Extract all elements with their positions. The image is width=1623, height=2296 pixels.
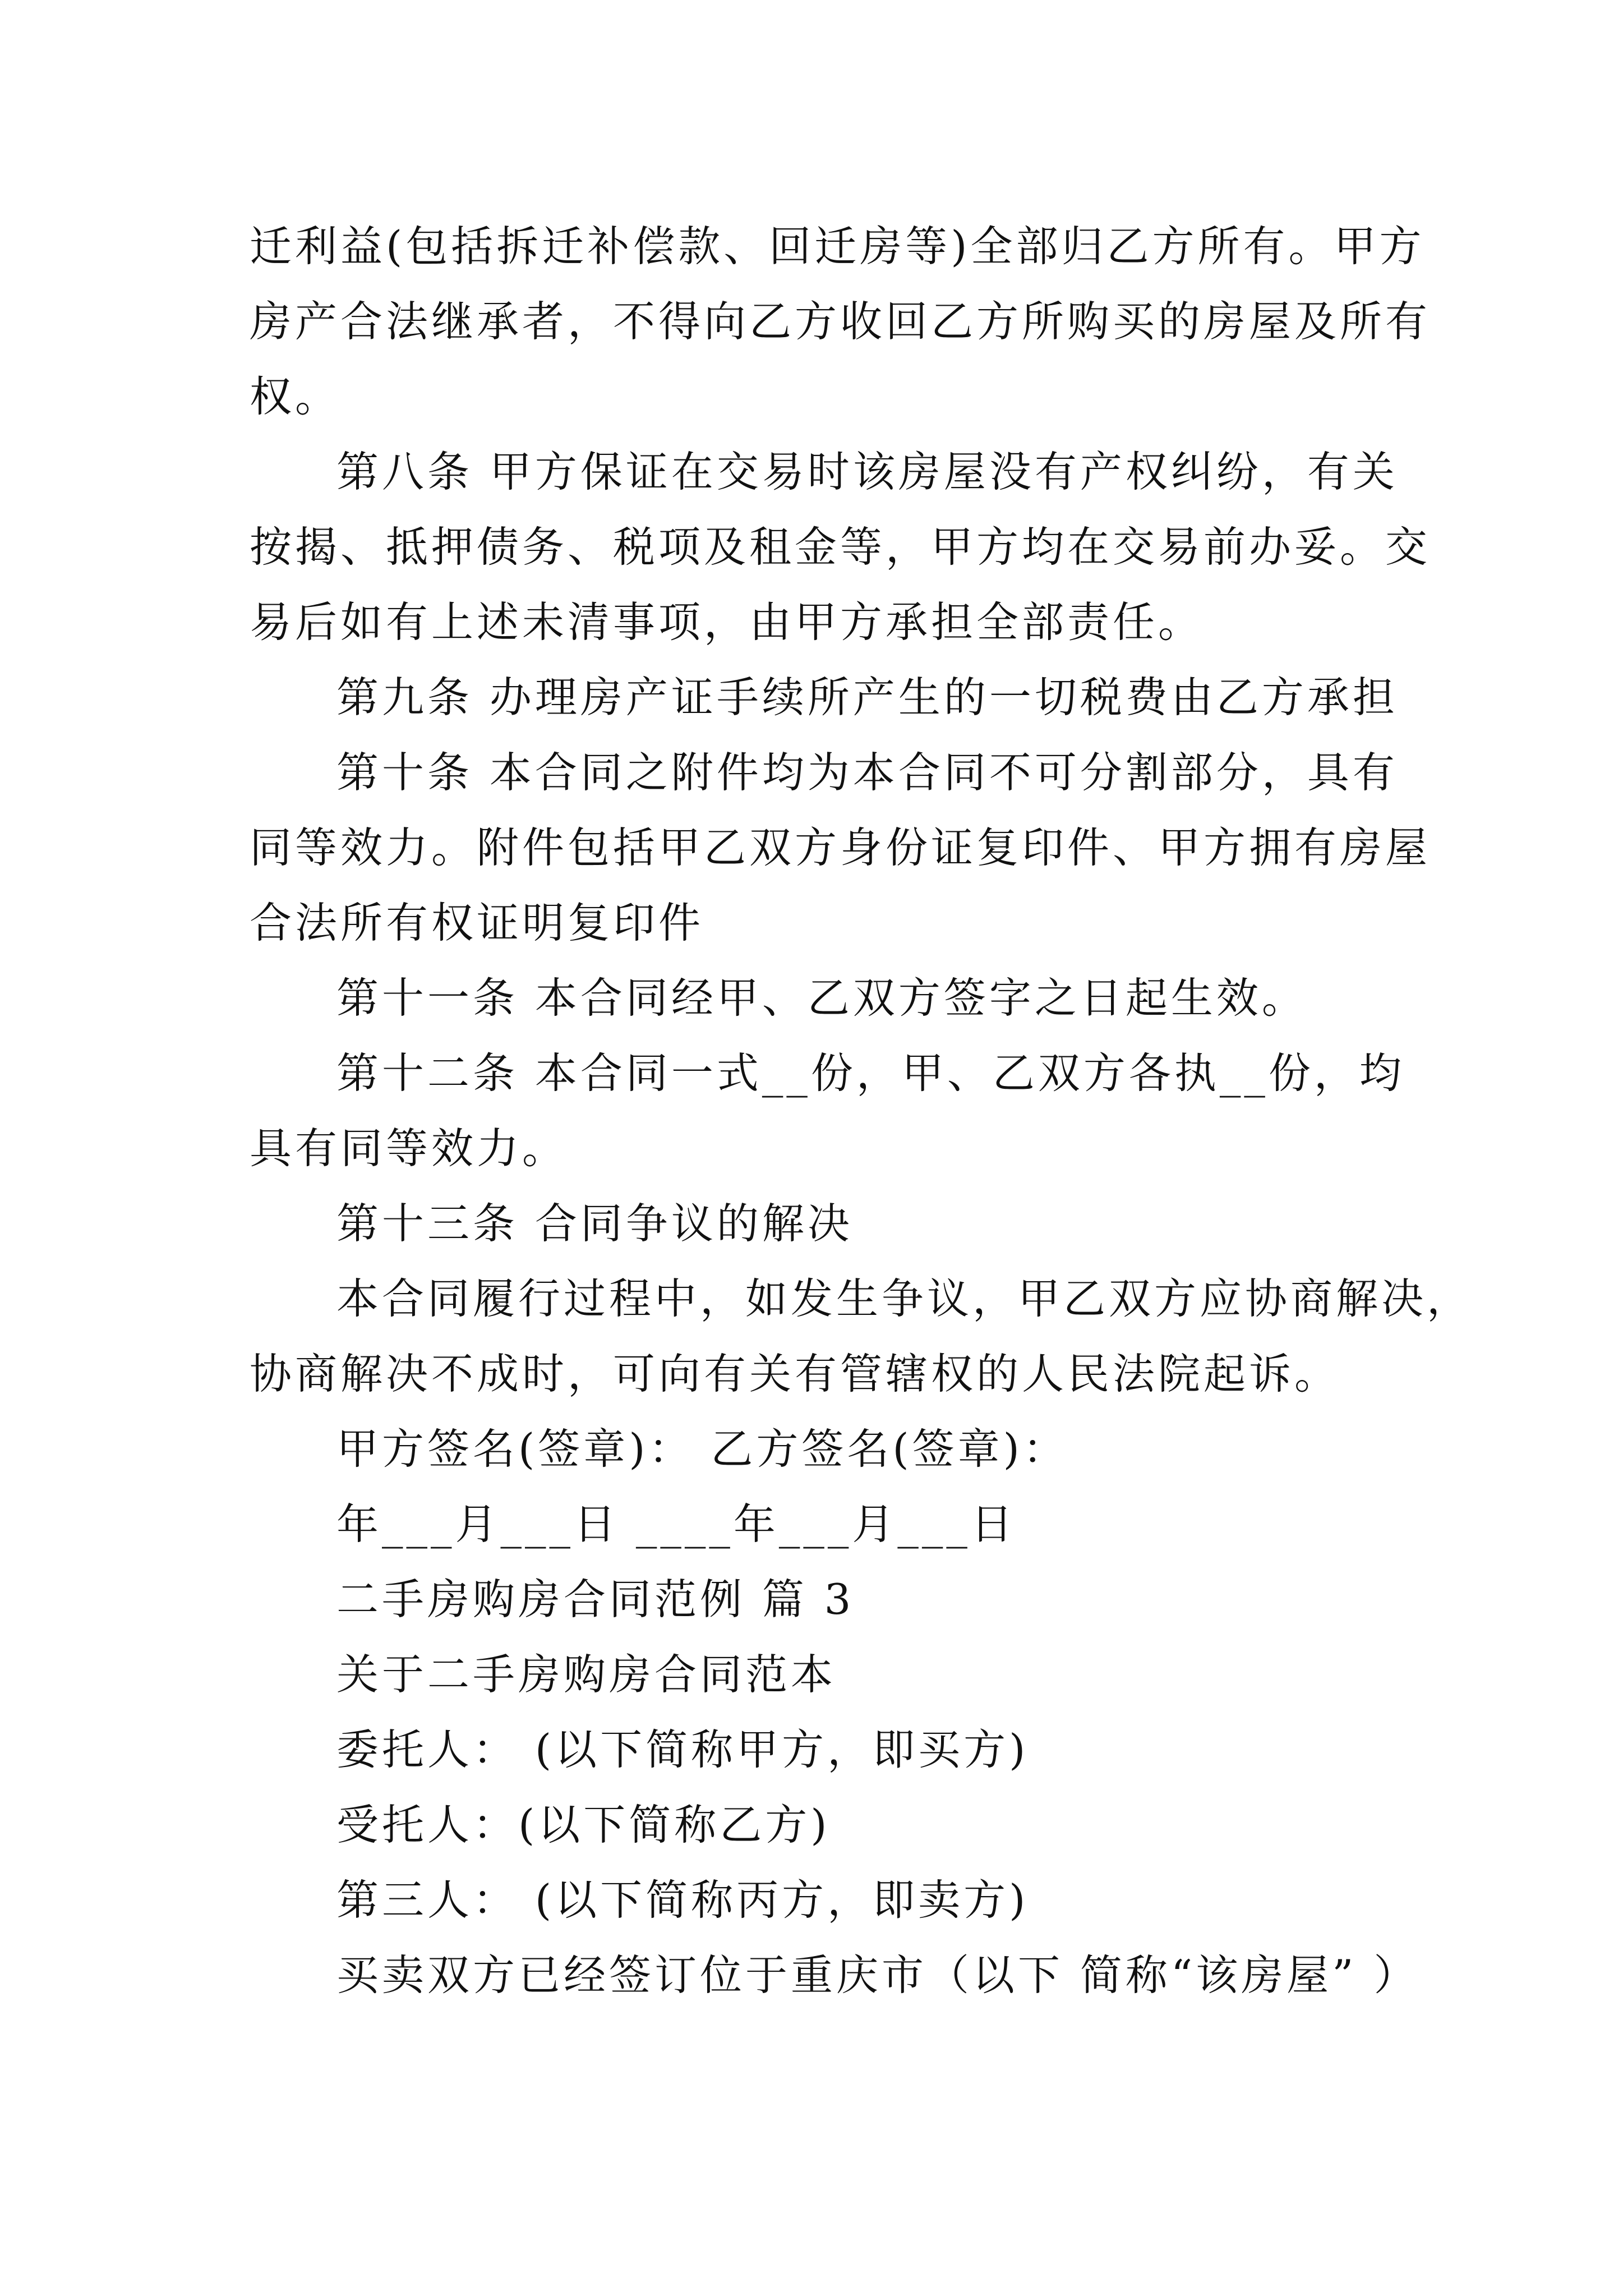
article-8-line-2: 按揭、抵押债务、税项及租金等，甲方均在交易前办妥。交 bbox=[250, 522, 1431, 572]
article-10-line-3: 合法所有权证明复印件 bbox=[250, 898, 704, 947]
article-10-line-1: 第十条 本合同之附件均为本合同不可分割部分，具有 bbox=[336, 748, 1398, 797]
article-12-line-1: 第十二条 本合同一式__份，甲、乙双方各执__份，均 bbox=[336, 1048, 1405, 1098]
signature-line: 甲方签名(签章)： 乙方签名(签章)： bbox=[336, 1424, 1068, 1474]
article-10-line-2: 同等效力。附件包括甲乙双方身份证复印件、甲方拥有房屋 bbox=[250, 823, 1431, 872]
article-12-line-2: 具有同等效力。 bbox=[250, 1124, 568, 1173]
date-line: 年___月___日 ____年___月___日 bbox=[336, 1499, 1016, 1549]
party-agent: 受托人：(以下简称乙方) bbox=[336, 1800, 831, 1849]
sale-intro-line: 买卖双方已经签订位于重庆市（以下 简称“该房屋” ） bbox=[336, 1950, 1419, 2000]
dispute-line-2: 协商解决不成时，可向有关有管辖权的人民法院起诉。 bbox=[250, 1349, 1340, 1398]
article-8-line-1: 第八条 甲方保证在交易时该房屋没有产权纠纷，有关 bbox=[336, 447, 1398, 496]
article-8-line-3: 易后如有上述未清事项，由甲方承担全部责任。 bbox=[250, 597, 1204, 647]
party-principal: 委托人： (以下简称甲方，即买方) bbox=[336, 1725, 1029, 1774]
contract-title: 关于二手房购房合同范本 bbox=[336, 1650, 837, 1699]
article-11: 第十一条 本合同经甲、乙双方签字之日起生效。 bbox=[336, 973, 1307, 1023]
party-third: 第三人： (以下简称丙方，即卖方) bbox=[336, 1875, 1029, 1925]
section-heading: 二手房购房合同范例 篇 3 bbox=[336, 1575, 855, 1624]
article-9: 第九条 办理房产证手续所产生的一切税费由乙方承担 bbox=[336, 673, 1398, 722]
body-line-2: 房产合法继承者，不得向乙方收回乙方所购买的房屋及所有 bbox=[250, 297, 1431, 346]
article-13-heading: 第十三条 合同争议的解决 bbox=[336, 1199, 853, 1248]
dispute-line-1: 本合同履行过程中，如发生争议，甲乙双方应协商解决， bbox=[336, 1274, 1473, 1323]
body-line-3: 权。 bbox=[250, 372, 341, 421]
body-line-1: 迁利益(包括拆迁补偿款、回迁房等)全部归乙方所有。甲方 bbox=[250, 222, 1425, 271]
